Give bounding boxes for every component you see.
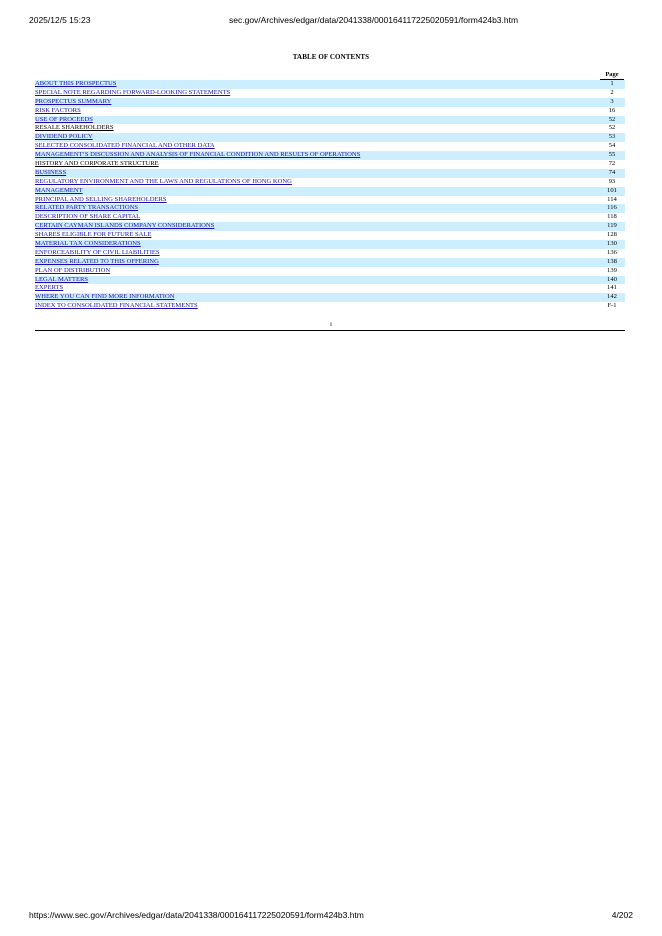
toc-row [35,222,625,231]
toc-page-number: F-1 [607,302,617,310]
print-footer [0,910,662,922]
page-divider [35,330,625,331]
toc-link[interactable]: MATERIAL TAX CONSIDERATIONS [35,240,141,248]
document-page-number: i [330,321,332,328]
toc-row [35,196,625,205]
toc-row [35,124,625,133]
toc-page-number: 128 [607,231,617,239]
toc-link[interactable]: LEGAL MATTERS [35,275,89,283]
toc-row [35,98,625,107]
toc-row [35,80,625,89]
page-column-label: Page [600,71,624,80]
toc-row [35,89,625,98]
toc-link[interactable]: RISK FACTORS [35,106,81,114]
toc-link[interactable]: BUSINESS [35,168,67,176]
toc-page-number: 3 [610,97,614,105]
toc-row [35,213,625,222]
toc-link[interactable]: PRINCIPAL AND SELLING SHAREHOLDERS [35,195,167,203]
print-header-url: sec.gov/Archives/edgar/data/2041338/000164117225020591/form424b3.htm [229,15,519,25]
toc-page-number: 54 [608,142,616,150]
toc-table [35,71,625,311]
toc-row [35,267,625,276]
toc-link[interactable]: MANAGEMENT’S DISCUSSION AND ANALYSIS OF FINANCIAL CONDITION AND RESULTS OF OPERATIONS [35,151,361,159]
toc-page-number: 52 [608,124,616,132]
toc-page-number: 130 [607,240,617,248]
toc-row [35,178,625,187]
print-header [0,15,662,27]
toc-page-number: 138 [607,257,617,265]
toc-row [35,249,625,258]
print-footer-url: https://www.sec.gov/Archives/edgar/data/2041338/000164117225020591/form424b3.htm [29,910,364,920]
toc-link[interactable]: DIVIDEND POLICY [35,133,93,141]
toc-link[interactable]: SPECIAL NOTE REGARDING FORWARD-LOOKING STATEMENTS [35,88,231,96]
toc-row [35,204,625,213]
toc-page-number: 118 [607,213,617,221]
toc-page-number: 72 [608,160,616,168]
toc-page-number: 52 [608,115,616,123]
toc-page-number: 74 [608,168,616,176]
toc-page-number: 142 [607,293,617,301]
toc-page-number: 141 [607,284,617,292]
toc-row [35,142,625,151]
toc-link[interactable]: USE OF PROCEEDS [35,115,93,123]
toc-link[interactable]: CERTAIN CAYMAN ISLANDS COMPANY CONSIDERATIONS [35,222,215,230]
toc-row [35,151,625,160]
toc-page-number: 55 [608,151,616,159]
toc-row [35,231,625,240]
toc-link[interactable]: MANAGEMENT [35,186,83,194]
toc-row [35,133,625,142]
toc-page-number: 139 [607,266,617,274]
toc-page-number: 53 [608,133,616,141]
toc-link[interactable]: DESCRIPTION OF SHARE CAPITAL [35,213,141,221]
toc-link[interactable]: INDEX TO CONSOLIDATED FINANCIAL STATEMENTS [35,302,198,310]
toc-link[interactable]: HISTORY AND CORPORATE STRUCTURE [35,160,159,168]
toc-row [35,276,625,285]
toc-row [35,107,625,116]
toc-link[interactable]: EXPERTS [35,284,64,292]
toc-link[interactable]: ENFORCEABILITY OF CIVIL LIABILITIES [35,248,160,256]
toc-link[interactable]: ABOUT THIS PROSPECTUS [35,80,117,87]
toc-title: TABLE OF CONTENTS [292,53,370,61]
toc-page-number: 140 [607,275,617,283]
toc-link[interactable]: WHERE YOU CAN FIND MORE INFORMATION [35,293,175,301]
toc-row [35,116,625,125]
toc-link[interactable]: PLAN OF DISTRIBUTION [35,266,111,274]
toc-link[interactable]: RESALE SHAREHOLDERS [35,124,114,132]
toc-row [35,302,625,311]
print-datetime: 2025/12/5 15:23 [29,15,91,25]
toc-page-number: 101 [607,186,617,194]
toc-link[interactable]: SHARES ELIGIBLE FOR FUTURE SALE [35,231,152,239]
toc-page-number: 136 [607,248,617,256]
toc-row [35,240,625,249]
toc-link[interactable]: PROSPECTUS SUMMARY [35,97,112,105]
toc-page-number: 93 [608,177,616,185]
toc-page-number: 1 [610,80,614,87]
toc-page-number: 114 [607,195,617,203]
toc-row [35,187,625,196]
toc-link[interactable]: SELECTED CONSOLIDATED FINANCIAL AND OTHER DATA [35,142,215,150]
toc-page-number: 116 [607,204,617,212]
toc-link[interactable]: RELATED PARTY TRANSACTIONS [35,204,139,212]
print-page-count: 4/202 [611,910,633,920]
toc-row [35,160,625,169]
toc-row [35,293,625,302]
toc-link[interactable]: EXPENSES RELATED TO THIS OFFERING [35,257,159,265]
page-column-header [35,71,625,80]
toc-row [35,284,625,293]
toc-row [35,169,625,178]
toc-page-number: 119 [607,222,617,230]
toc-row [35,258,625,267]
toc-link[interactable]: REGULATORY ENVIRONMENT AND THE LAWS AND REGULATIONS OF HONG KONG [35,177,292,185]
toc-page-number: 2 [610,88,614,96]
toc-page-number: 16 [608,106,616,114]
